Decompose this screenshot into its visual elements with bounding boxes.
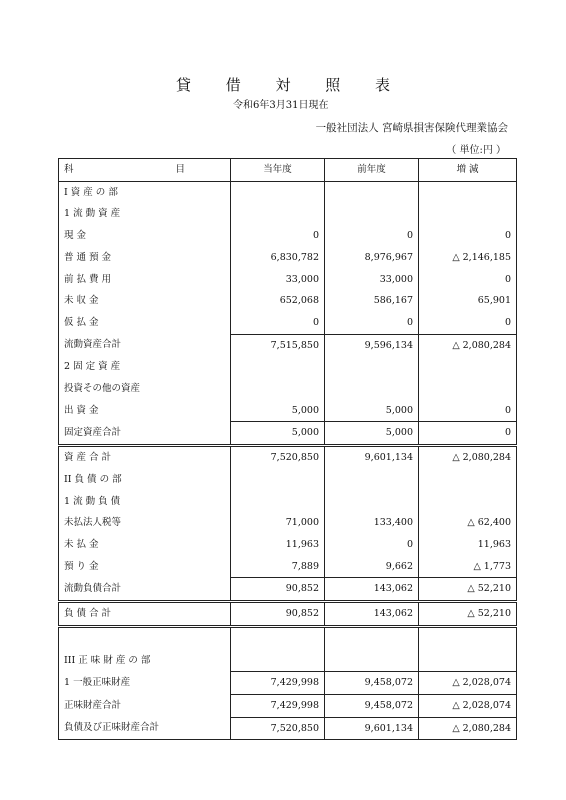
table-row	[59, 203, 517, 225]
row-current-value: 11,963	[231, 534, 325, 556]
row-previous-value: 133,400	[325, 512, 419, 534]
row-label: 未払法人税等	[59, 512, 231, 534]
row-change-value: △ 2,028,074	[419, 672, 517, 695]
row-previous-value: 5,000	[325, 422, 419, 446]
header-account-right: 目	[175, 164, 185, 175]
row-current-value: 33,000	[231, 269, 325, 291]
row-change-value	[419, 181, 517, 203]
row-previous-value	[325, 181, 419, 203]
table-row	[59, 356, 517, 378]
header-previous: 前年度	[325, 159, 419, 182]
row-change-value: △ 2,028,074	[419, 694, 517, 717]
table-row	[59, 694, 517, 717]
row-previous-value: 9,458,072	[325, 672, 419, 695]
header-account-left: 科	[64, 164, 74, 175]
row-label: 流動負債合計	[59, 578, 231, 602]
row-previous-value: 9,601,134	[325, 446, 419, 469]
as-of-date: 令和6年3月31日現在	[233, 100, 329, 111]
row-label: 負 債 合 計	[59, 602, 231, 627]
row-current-value: 7,520,850	[231, 446, 325, 469]
row-current-value: 90,852	[231, 578, 325, 602]
row-change-value: △ 52,210	[419, 578, 517, 602]
row-current-value: 7,520,850	[231, 717, 325, 740]
table-row	[59, 181, 517, 203]
row-previous-value: 9,601,134	[325, 717, 419, 740]
table-row	[59, 269, 517, 291]
row-current-value	[231, 469, 325, 491]
row-current-value	[231, 378, 325, 400]
row-change-value: △ 2,080,284	[419, 446, 517, 469]
table-row	[59, 400, 517, 422]
row-current-value: 7,515,850	[231, 334, 325, 356]
table-row	[59, 422, 517, 446]
row-change-value: △ 2,146,185	[419, 247, 517, 269]
row-change-value: △ 1,773	[419, 556, 517, 578]
table-row	[59, 378, 517, 400]
row-previous-value: 586,167	[325, 290, 419, 312]
row-label: 仮 払 金	[59, 312, 231, 334]
table-header-row	[59, 159, 517, 182]
table-row	[59, 446, 517, 469]
organization-name: 一般社団法人 宮崎県損害保険代理業協会	[315, 122, 508, 134]
row-current-value: 7,429,998	[231, 672, 325, 695]
row-label: 1 流 動 負 債	[59, 491, 231, 513]
row-previous-value: 9,596,134	[325, 334, 419, 356]
table-row	[59, 491, 517, 513]
row-current-value: 0	[231, 312, 325, 334]
row-current-value: 7,889	[231, 556, 325, 578]
row-current-value	[231, 491, 325, 513]
row-label: II 負 債 の 部	[59, 469, 231, 491]
header-current: 当年度	[231, 159, 325, 182]
row-current-value: 5,000	[231, 422, 325, 446]
header-account	[59, 159, 231, 182]
row-change-value	[419, 491, 517, 513]
row-change-value: △ 52,210	[419, 602, 517, 627]
table-row	[59, 225, 517, 247]
row-current-value: 652,068	[231, 290, 325, 312]
table-row	[59, 626, 517, 649]
document-title: 貸 借 対 照 表	[175, 76, 406, 94]
row-label: 未 収 金	[59, 290, 231, 312]
row-label: I 資 産 の 部	[59, 181, 231, 203]
row-previous-value: 0	[325, 312, 419, 334]
row-current-value: 5,000	[231, 400, 325, 422]
table-row	[59, 672, 517, 695]
row-change-value	[419, 649, 517, 671]
row-previous-value: 0	[325, 225, 419, 247]
row-change-value: 65,901	[419, 290, 517, 312]
header-change: 増 減	[419, 159, 517, 182]
row-previous-value: 9,662	[325, 556, 419, 578]
table-row	[59, 247, 517, 269]
row-label: 出 資 金	[59, 400, 231, 422]
row-change-value: △ 62,400	[419, 512, 517, 534]
row-change-value	[419, 356, 517, 378]
row-previous-value	[325, 649, 419, 671]
row-label: 預 り 金	[59, 556, 231, 578]
row-previous-value: 143,062	[325, 602, 419, 627]
table-row	[59, 578, 517, 602]
row-current-value	[231, 203, 325, 225]
row-change-value: 11,963	[419, 534, 517, 556]
table-row	[59, 469, 517, 491]
balance-sheet-table	[58, 158, 517, 740]
table-row	[59, 602, 517, 627]
row-label: 固定資産合計	[59, 422, 231, 446]
row-change-value	[419, 378, 517, 400]
row-previous-value: 143,062	[325, 578, 419, 602]
row-current-value	[231, 649, 325, 671]
row-change-value: 0	[419, 225, 517, 247]
row-current-value: 71,000	[231, 512, 325, 534]
row-current-value: 7,429,998	[231, 694, 325, 717]
row-current-value	[231, 356, 325, 378]
table-row	[59, 649, 517, 671]
row-label	[59, 626, 231, 649]
row-label: 正味財産合計	[59, 694, 231, 717]
row-previous-value	[325, 378, 419, 400]
row-previous-value	[325, 356, 419, 378]
row-previous-value: 9,458,072	[325, 694, 419, 717]
row-current-value: 6,830,782	[231, 247, 325, 269]
row-current-value: 0	[231, 225, 325, 247]
table-row	[59, 534, 517, 556]
row-label: 2 固 定 資 産	[59, 356, 231, 378]
row-previous-value	[325, 469, 419, 491]
row-change-value: 0	[419, 312, 517, 334]
row-current-value	[231, 181, 325, 203]
row-change-value	[419, 469, 517, 491]
row-change-value	[419, 626, 517, 649]
table-row	[59, 556, 517, 578]
row-label: 前 払 費 用	[59, 269, 231, 291]
table-row	[59, 512, 517, 534]
row-label: 未 払 金	[59, 534, 231, 556]
row-current-value: 90,852	[231, 602, 325, 627]
row-previous-value: 5,000	[325, 400, 419, 422]
row-previous-value: 8,976,967	[325, 247, 419, 269]
row-previous-value	[325, 491, 419, 513]
row-change-value: △ 2,080,284	[419, 717, 517, 740]
row-label: 普 通 預 金	[59, 247, 231, 269]
row-change-value: 0	[419, 269, 517, 291]
unit-label: （ 単位:円 ）	[446, 145, 506, 156]
row-label: 資 産 合 計	[59, 446, 231, 469]
row-label: III 正 味 財 産 の 部	[59, 649, 231, 671]
row-previous-value: 0	[325, 534, 419, 556]
row-label: 負債及び正味財産合計	[59, 717, 231, 740]
row-label: 流動資産合計	[59, 334, 231, 356]
table-row	[59, 290, 517, 312]
row-previous-value	[325, 626, 419, 649]
row-current-value	[231, 626, 325, 649]
table-row	[59, 312, 517, 334]
table-row	[59, 717, 517, 740]
row-change-value: △ 2,080,284	[419, 334, 517, 356]
table-row	[59, 334, 517, 356]
row-label: 1 一般正味財産	[59, 672, 231, 695]
row-previous-value	[325, 203, 419, 225]
row-change-value	[419, 203, 517, 225]
row-change-value: 0	[419, 422, 517, 446]
row-label: 投資その他の資産	[59, 378, 231, 400]
row-label: 現 金	[59, 225, 231, 247]
row-previous-value: 33,000	[325, 269, 419, 291]
row-change-value: 0	[419, 400, 517, 422]
row-label: 1 流 動 資 産	[59, 203, 231, 225]
